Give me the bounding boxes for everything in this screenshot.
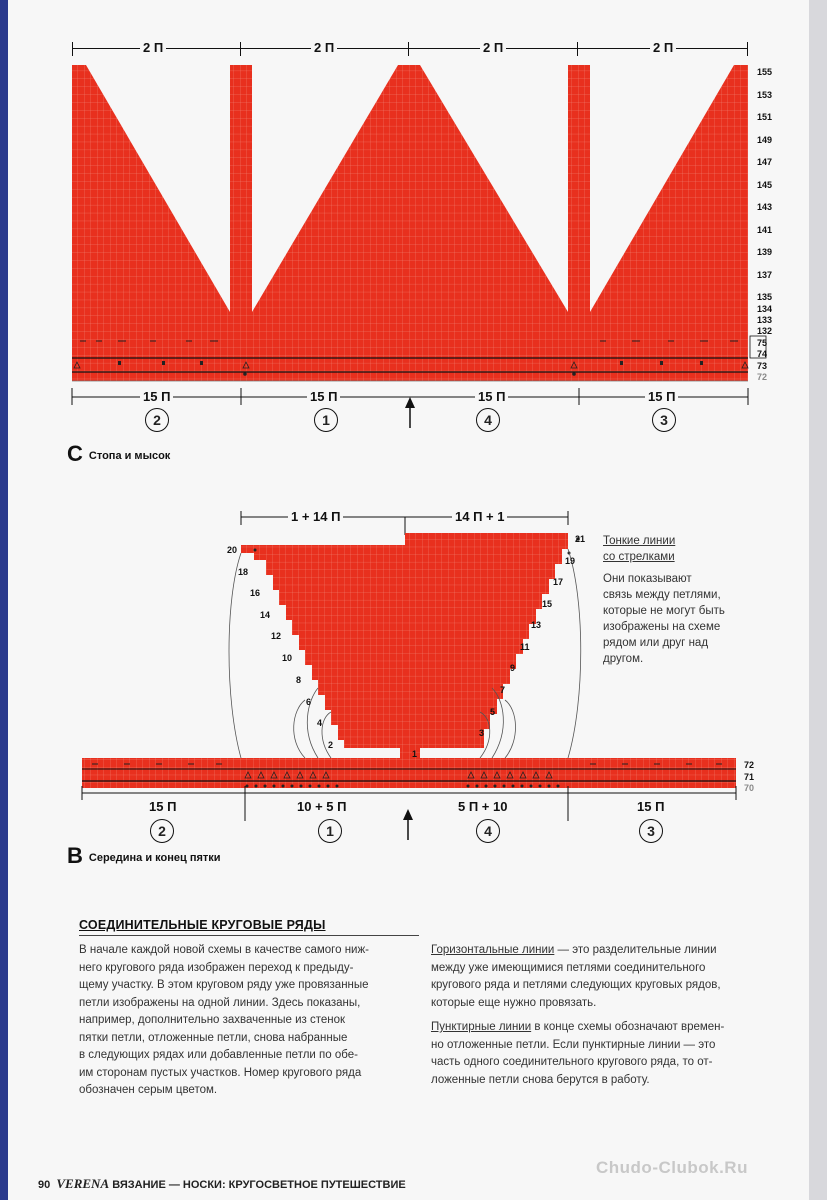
row-number: 143 [757, 202, 773, 212]
row-number: 153 [757, 90, 773, 100]
row-number: 19 [565, 556, 576, 566]
row-number: 4 [317, 718, 323, 728]
text-line: ложенные петли снова берутся в работу. [431, 1073, 650, 1086]
row-number: 8 [296, 675, 302, 685]
footer-text: ВЯЗАНИЕ — НОСКИ: КРУГОСВЕТНОЕ ПУТЕШЕСТВИЕ [112, 1179, 406, 1191]
row-number: 6 [306, 697, 312, 707]
text-line: в конце схемы обозначают времен- [531, 1021, 725, 1033]
chart-b-heel [241, 533, 568, 758]
watermark: Chudo-Clubok.Ru [596, 1158, 748, 1177]
row-number: 145 [757, 180, 773, 190]
caption-letter: B [67, 843, 83, 868]
row-number: 18 [238, 567, 249, 577]
term: Горизонтальные линии [431, 944, 555, 956]
row-number: 139 [757, 247, 773, 257]
chart-b-bottom-label: 15 П [634, 799, 667, 814]
row-number: 17 [553, 577, 564, 587]
row-number: 71 [744, 772, 755, 782]
row-number: 9 [510, 663, 516, 673]
row-number: 16 [250, 588, 261, 598]
row-number: 14 [260, 610, 271, 620]
chart-b-bottom-label: 5 П + 10 [455, 799, 510, 814]
row-number: 147 [757, 157, 773, 167]
row-number: 10 [282, 653, 293, 663]
right-paragraph-1 [431, 942, 781, 1012]
chart-b-base-band [82, 758, 736, 788]
row-number: 1 [412, 749, 418, 759]
chart-b-caption [67, 843, 221, 869]
row-number: 151 [757, 112, 773, 122]
row-number: 155 [757, 67, 773, 77]
text-line: щему участку. В этом круговом ряду уже провязанные [79, 979, 369, 991]
chart-c-bottom-label: 15 П [645, 389, 678, 404]
row-number: 72 [744, 760, 755, 770]
row-number: 135 [757, 292, 773, 302]
chart-b-bottom-label: 15 П [146, 799, 179, 814]
row-number: 2 [328, 740, 334, 750]
chart-b-bottom-label: 10 + 5 П [294, 799, 349, 814]
row-number-gray: 72 [757, 372, 768, 382]
row-number: 134 [757, 304, 773, 314]
chart-c-top-label: 2 П [480, 40, 506, 55]
brand-logo: VERENA [56, 1176, 110, 1191]
note-line: которые не могут быть [603, 605, 725, 617]
section-circle: 2 [150, 819, 174, 843]
row-number: 149 [757, 135, 773, 145]
row-number: 21 [575, 534, 586, 544]
section-circle: 3 [639, 819, 663, 843]
text-line: кругового ряда и петлями следующих круговых рядов, [431, 979, 721, 991]
page-number: 90 [38, 1179, 51, 1191]
row-number: 141 [757, 225, 773, 235]
note-line: связь между петлями, [603, 589, 721, 601]
row-number: 73 [757, 361, 768, 371]
row-number: 74 [757, 349, 768, 359]
section-circle: 4 [476, 819, 500, 843]
text-line: им сторонам пустых участков. Номер кругового ряда [79, 1066, 362, 1079]
row-number: 15 [542, 599, 553, 609]
term: Пунктирные линии [431, 1021, 532, 1033]
text-line: В начале каждой новой схемы в качестве самого ниж- [79, 944, 370, 956]
chart-c-top-label: 2 П [140, 40, 166, 55]
row-number: 12 [271, 631, 282, 641]
chart-c-bottom-label: 15 П [140, 389, 173, 404]
row-number: 3 [479, 728, 485, 738]
note-title: со стрелками [603, 551, 675, 563]
section-heading: СОЕДИНИТЕЛЬНЫЕ КРУГОВЫЕ РЯДЫ [79, 918, 326, 932]
right-paragraph-2 [431, 1019, 781, 1089]
page-footer [38, 1176, 406, 1192]
left-paragraph [79, 942, 419, 1100]
section-circle: 4 [476, 408, 500, 432]
text-line: но отложенные петли. Если пунктирные линии — это [431, 1038, 716, 1051]
row-number-gray: 70 [744, 783, 755, 793]
chart-b-top-label: 1 + 14 П [288, 509, 343, 524]
chart-c-bottom-label: 15 П [307, 389, 340, 404]
text-line: в следующих рядах или добавленные петли по обе- [79, 1049, 358, 1061]
text-line: пятки петли, отложенные петли, снова набранные [79, 1031, 348, 1044]
row-number: 20 [227, 545, 238, 555]
caption-text: Стопа и мысок [88, 450, 171, 462]
text-line: например, дополнительно захваченные из стенок [79, 1014, 346, 1026]
row-number: 13 [531, 620, 542, 630]
row-number: 5 [490, 707, 496, 717]
text-line: между уже имеющимися петлями соединительного [431, 961, 706, 974]
row-number: 11 [520, 642, 530, 652]
text-line: — это разделительные линии [554, 944, 717, 956]
row-number: 7 [500, 685, 506, 695]
row-number: 133 [757, 315, 773, 325]
chart-c-top-label: 2 П [650, 40, 676, 55]
text-line: обозначен серым цветом. [79, 1084, 218, 1096]
heading-rule [79, 935, 419, 936]
text-line: петли изображены на одной линии. Здесь показаны, [79, 996, 361, 1009]
note-line: Они показывают [603, 573, 692, 585]
row-number: 132 [757, 326, 773, 336]
section-circle: 3 [652, 408, 676, 432]
note-title: Тонкие линии [603, 535, 676, 547]
side-note [603, 533, 783, 667]
note-line: изображены на схеме [603, 621, 721, 633]
note-line: другом. [603, 653, 644, 665]
row-number: 75 [757, 338, 768, 348]
text-line: него кругового ряда изображен переход к предыду- [79, 961, 354, 974]
chart-b-top-label: 14 П + 1 [452, 509, 507, 524]
note-line: рядом или друг над [603, 637, 709, 649]
caption-text: Середина и конец пятки [88, 852, 221, 864]
caption-letter: C [67, 441, 83, 466]
section-circle: 1 [318, 819, 342, 843]
chart-c-bottom-label: 15 П [475, 389, 508, 404]
text-line: часть одного соединительного кругового ряда, то от- [431, 1056, 713, 1068]
text-line: которые еще нужно провязать. [431, 996, 597, 1009]
section-circle: 1 [314, 408, 338, 432]
chart-c-top-label: 2 П [311, 40, 337, 55]
row-number: 137 [757, 270, 773, 280]
section-circle: 2 [145, 408, 169, 432]
